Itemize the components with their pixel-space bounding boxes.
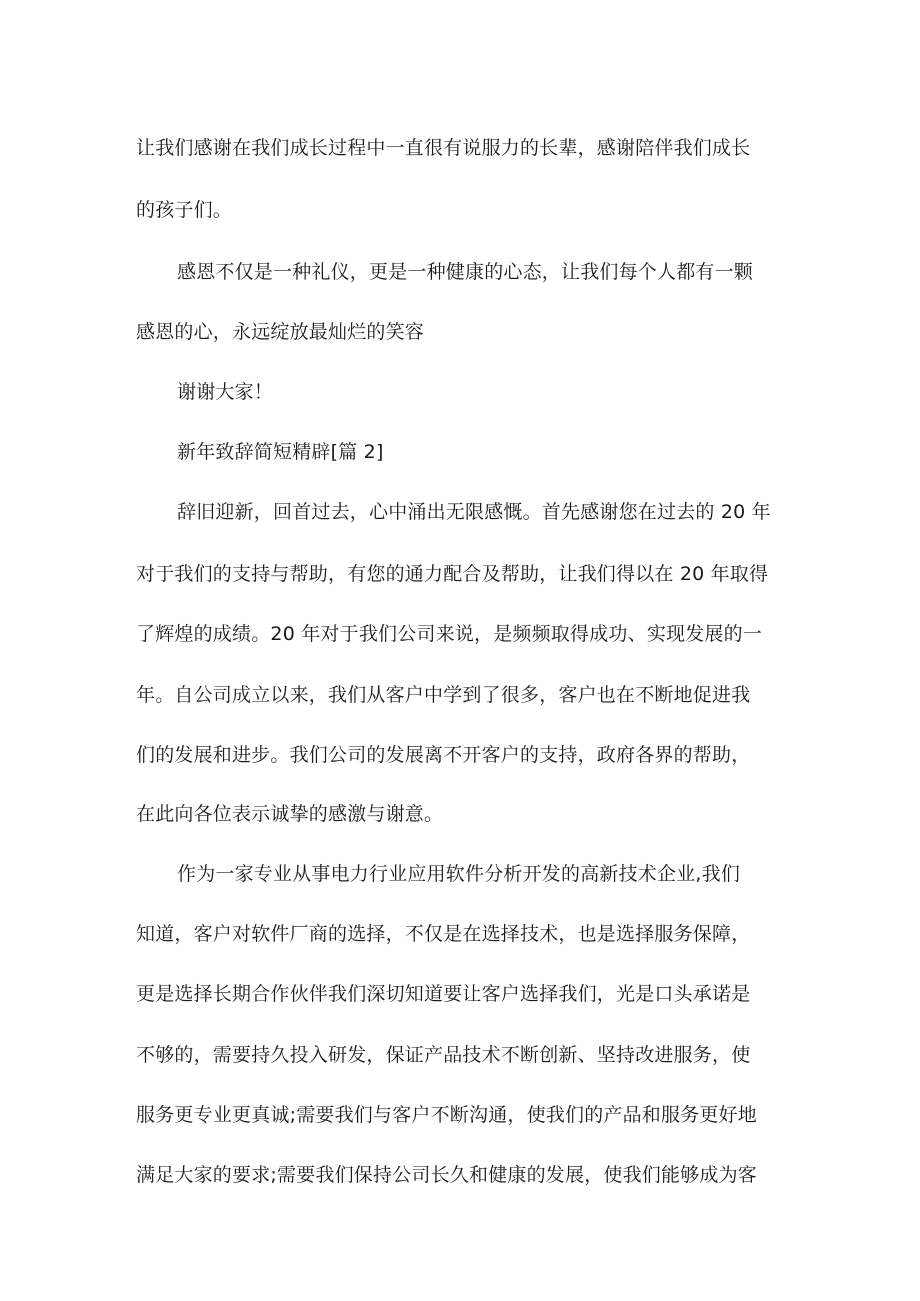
text-line-15: 更是选择长期合作伙伴我们深切知道要让客户选择我们，光是口头承诺是: [136, 983, 751, 1005]
text-line-4: 感恩的心，永远绽放最灿烂的笑容: [136, 321, 425, 343]
text-line-12: 在此向各位表示诚挚的感激与谢意。: [136, 803, 444, 825]
text-line-7: 辞旧迎新，回首过去，心中涌出无限感慨。首先感谢您在过去的 20 年: [177, 501, 771, 523]
section-heading: 新年致辞简短精辟[篇 2]: [177, 441, 384, 463]
text-line-3: 感恩不仅是一种礼仪，更是一种健康的心态，让我们每个人都有一颗: [177, 261, 754, 283]
text-line-17: 服务更专业更真诚;需要我们与客户不断沟通，使我们的产品和服务更好地: [136, 1104, 758, 1126]
text-line-2: 的孩子们。: [136, 199, 233, 221]
text-line-8: 对于我们的支持与帮助，有您的通力配合及帮助，让我们得以在 20 年取得: [136, 563, 769, 585]
text-line-18: 满足大家的要求;需要我们保持公司长久和健康的发展，使我们能够成为客: [136, 1164, 758, 1186]
text-line-11: 们的发展和进步。我们公司的发展离不开客户的支持，政府各界的帮助，: [136, 744, 751, 766]
text-line-9: 了辉煌的成绩。20 年对于我们公司来说，是频频取得成功、实现发展的一: [136, 623, 763, 645]
text-line-13: 作为一家专业从事电力行业应用软件分析开发的高新技术企业,我们: [177, 863, 741, 885]
text-line-10: 年。自公司成立以来，我们从客户中学到了很多，客户也在不断地促进我: [136, 684, 751, 706]
text-line-14: 知道，客户对软件厂商的选择，不仅是在选择技术，也是选择服务保障，: [136, 923, 751, 945]
text-line-16: 不够的，需要持久投入研发，保证产品技术不断创新、坚持改进服务，使: [136, 1044, 751, 1066]
text-line-1: 让我们感谢在我们成长过程中一直很有说服力的长辈，感谢陪伴我们成长: [136, 137, 751, 159]
text-line-5: 谢谢大家！: [177, 381, 274, 403]
